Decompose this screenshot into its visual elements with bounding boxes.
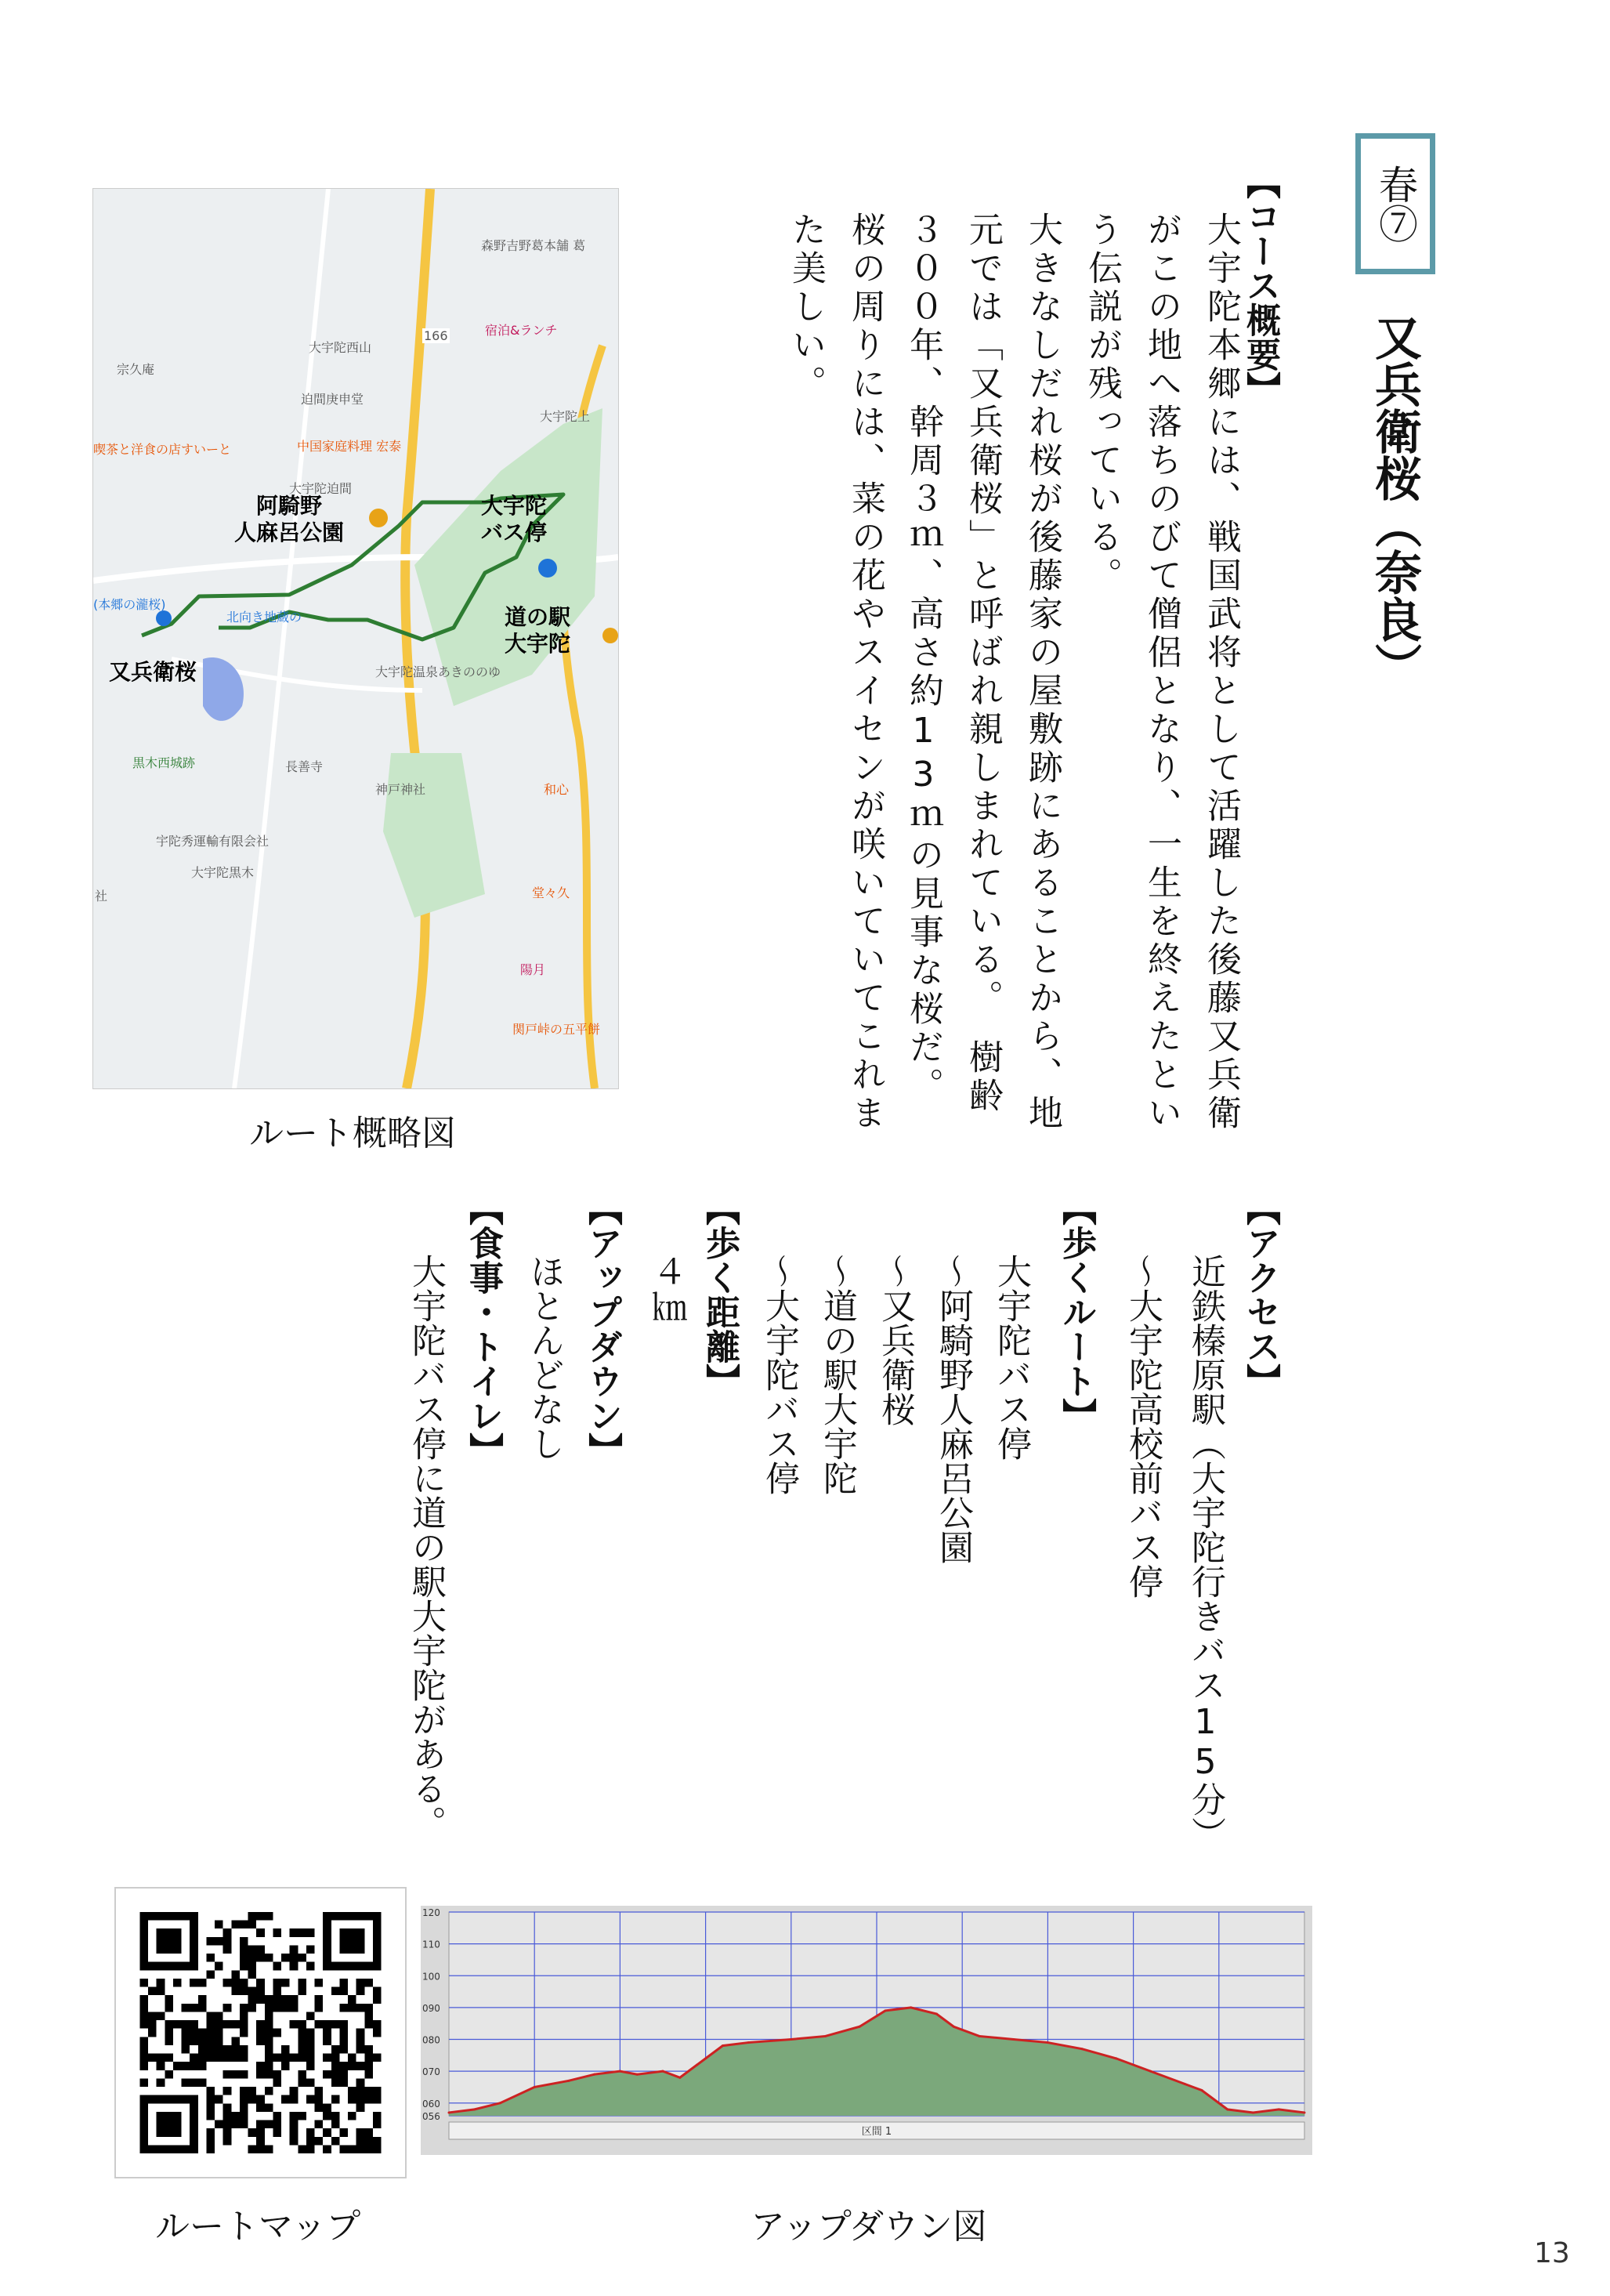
route-step-3: ～又兵衛桜	[875, 1254, 915, 1426]
overview-paragraph-2: 大きなしだれ桜が後藤家の屋敷跡にあることから、地元では「又兵衛桜」と呼ばれ親しまれている。 樹齢３００年、幹周３ｍ、高さ約13ｍの見事な桜だ。	[903, 212, 1062, 1133]
map-label-aki: 阿騎野 人麻呂公園	[234, 493, 345, 545]
chart-point	[953, 2026, 955, 2028]
overview-paragraph-1: 大宇陀本郷には、戦国武将として活躍した後藤又兵衛がこの地へ落ちのびて僧侶となり、一生を終えたという伝説が残っている。	[1082, 212, 1241, 1133]
season-badge	[1355, 133, 1435, 274]
map-label-sokyuan: 宗久庵	[117, 362, 155, 377]
chart-ytick-label: 100	[422, 1971, 440, 1983]
page-title: 又兵衛桜（奈良）	[1367, 313, 1422, 690]
map-label-unyu: 宇陀秀運輸有限会社	[156, 834, 270, 849]
chart-point	[567, 2080, 570, 2082]
route-step-4: ～道の駅大宇陀	[817, 1254, 857, 1495]
access-heading: 【アクセス】	[1240, 1191, 1280, 1398]
chart-point	[859, 2026, 861, 2028]
map-label-kuroki2: 大宇陀黒木	[191, 865, 255, 880]
map-label-sekido: 関戸峠の五平餅	[512, 1022, 601, 1037]
chart-ytick-label: 110	[422, 1939, 440, 1950]
food-value: 大宇陀バス停に道の駅大宇陀がある。	[406, 1254, 446, 1840]
chart-point	[1200, 2089, 1203, 2091]
map-label-michinoeki: 道の駅 大宇陀	[505, 604, 571, 657]
chart-ytick-label: 080	[422, 2034, 440, 2046]
chart-point	[473, 2108, 476, 2110]
updown-value: ほとんどなし	[524, 1254, 564, 1461]
chart-point	[448, 2111, 450, 2113]
distance-heading: 【歩く距離】	[700, 1191, 740, 1398]
map-label-kando: 神戸神社	[375, 782, 426, 797]
chart-point	[1184, 2083, 1186, 2085]
qr-code[interactable]	[114, 1887, 407, 2178]
map-label-hongo: (本郷の瀧桜)	[93, 597, 166, 612]
map-label-morino: 森野吉野葛本舗 葛	[481, 238, 586, 253]
food-heading: 【食事・トイレ】	[463, 1191, 503, 1467]
chart-ytick-label: 090	[422, 2002, 440, 2014]
page-number: 13	[1534, 2237, 1570, 2269]
qr-code-pattern	[139, 1912, 382, 2153]
distance-value: ４㎞	[646, 1254, 686, 1323]
route-step-1: 大宇陀バス停	[991, 1254, 1031, 1461]
map-label-nishiyama: 大宇陀西山	[309, 340, 372, 355]
map-label-waju: 和心	[544, 782, 570, 797]
season-badge-text: 春⑦	[1373, 165, 1418, 243]
map-label-chozenji: 長善寺	[285, 759, 324, 774]
chart-point	[696, 2064, 698, 2066]
chart-point	[979, 2035, 981, 2037]
chart-point	[722, 2044, 724, 2047]
route-step-2: ～阿騎野人麻呂公園	[933, 1254, 973, 1564]
chart-point	[678, 2077, 681, 2079]
map-label-cafe: 喫茶と洋食の店すいーと	[93, 442, 232, 457]
chart-point	[662, 2070, 664, 2073]
chart-ytick-label: 056	[422, 2111, 440, 2122]
overview-paragraph-3: 桜の周りには、菜の花やスイセンが咲いていてこれまた美しい。	[786, 212, 885, 1133]
map-caption: ルート概略図	[249, 1114, 456, 1153]
chart-point	[935, 2013, 938, 2015]
chart-point	[1304, 2111, 1306, 2113]
chart-point	[534, 2086, 536, 2088]
chart-point	[790, 2038, 792, 2041]
updown-heading: 【アップダウン】	[582, 1191, 622, 1467]
route-step-5: ～大宇陀バス停	[759, 1254, 799, 1495]
chart-point	[747, 2041, 750, 2044]
elevation-chart	[421, 1906, 1312, 2155]
chart-point	[636, 2073, 639, 2076]
map-label-ue: 大宇陀上	[540, 409, 591, 424]
qr-caption: ルートマップ	[155, 2207, 361, 2247]
map-label-matabei: 又兵衛桜	[109, 659, 197, 685]
chart-ytick-label: 060	[422, 2098, 440, 2109]
chart-point	[1081, 2048, 1084, 2050]
chart-point	[824, 2035, 827, 2037]
access-line-1: 近鉄榛原駅（大宇陀行きバス15分）	[1185, 1254, 1225, 1851]
route-map	[92, 188, 619, 1089]
chart-point	[499, 2102, 501, 2104]
map-label-kamisako: 大宇陀迫間	[289, 481, 353, 496]
map-label-sha: 社	[95, 889, 108, 904]
map-label-akino: 大宇陀温泉あきののゆ	[375, 665, 501, 679]
map-label-road: 166	[424, 328, 448, 343]
map-label-chugoku: 中国家庭料理 宏泰	[297, 439, 402, 454]
map-label-dodo: 堂々久	[532, 885, 570, 900]
chart-point	[910, 2006, 912, 2008]
chart-ytick-label: 070	[422, 2066, 440, 2078]
map-label-yozuki: 陽月	[520, 962, 546, 977]
map-label-hasama: 迫間庚申堂	[301, 392, 364, 407]
map-label-jizo: 北向き地蔵の	[226, 610, 302, 625]
access-line-2: ～大宇陀高校前バス停	[1123, 1254, 1163, 1599]
chart-point	[884, 2009, 886, 2012]
elevation-chart-svg	[421, 1906, 1312, 2155]
chart-point	[1012, 2038, 1015, 2041]
chart-point	[1252, 2111, 1254, 2113]
route-heading: 【歩くルート】	[1056, 1191, 1096, 1432]
chart-point	[1278, 2108, 1280, 2110]
map-label-yado: 宿泊&ランチ	[485, 323, 558, 338]
chart-point	[619, 2070, 621, 2073]
chart-point	[1047, 2041, 1049, 2044]
map-label-kuroki: 黒木西城跡	[132, 755, 196, 770]
chart-point	[1115, 2057, 1117, 2059]
chart-ytick-label: 120	[422, 1907, 440, 1918]
chart-xlabel: 区間 1	[861, 2126, 892, 2138]
chart-point	[593, 2073, 595, 2076]
chart-point	[1226, 2108, 1228, 2110]
map-label-busstop: 大宇陀 バス停	[481, 493, 548, 545]
chart-caption: アップダウン図	[751, 2207, 987, 2247]
overview-heading: 【コース概要】	[1240, 165, 1280, 406]
chart-point	[1149, 2070, 1152, 2073]
